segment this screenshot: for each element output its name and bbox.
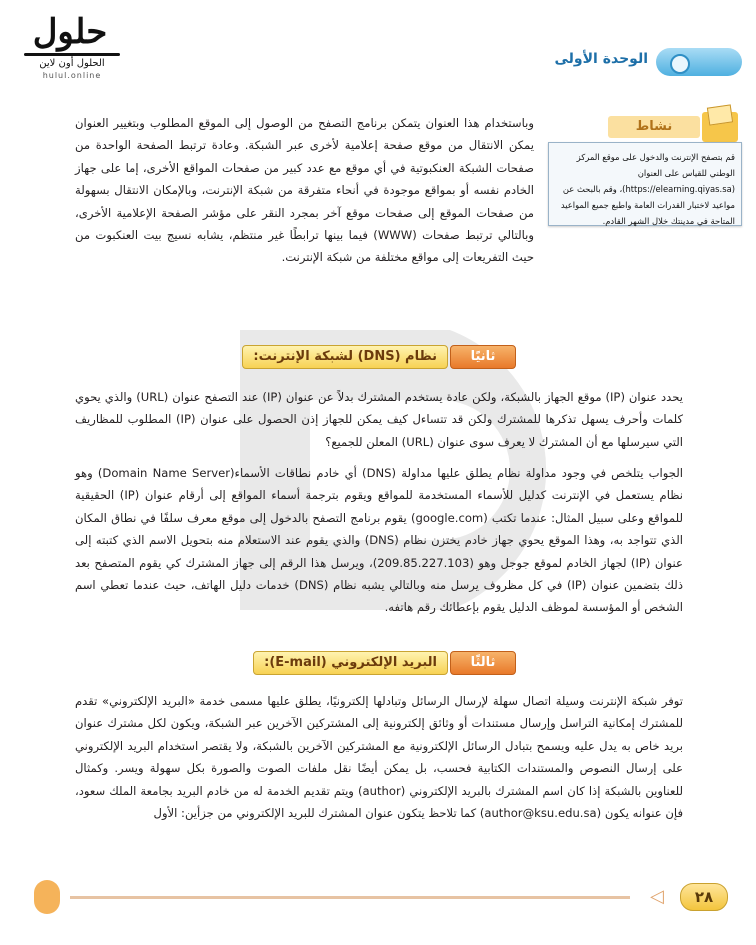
section-3-title: البريد الإلكتروني (E-mail): — [253, 651, 448, 675]
section-2-title: نظام (DNS) لشبكة الإنترنت: — [242, 345, 448, 369]
logo-subtitle-en: hulul.online — [42, 71, 102, 80]
activity-text: قم بتصفح الإنترنت والدخول على موقع المركز الوطني للقياس على العنوان (https://elearning.qiyas.sa)، وقم بالبحث عن مواعيد لاختبار القدرات العامة واطبع جميع المواعيد المتاحة في مدينتك خلال الشهر القادم. — [548, 142, 742, 226]
section-2-paragraph-2: الجواب يتلخص في وجود مداولة نظام يطلق عليها مداولة (DNS) أي خادم نطاقات الأسماء(Domain Name Server) وهو نظام يستعمل في الإنترنت كدليل للأسماء المستخدمة للمواقع ويقوم بترجمة أسماء المواقع إلى أرقام عنوان (IP) الحقيقية للمواقع وعلى سبيل المثال: عندما تكتب (google.com) يقوم برنامج التصفح بالدخول إلى موقع معرف سلفًا في نطاق المكان الذي تتواجد به، وهذا الموقع يحوي جهاز خادم يختزن نظام (DNS) والذي يقوم عند الاستعلام منه بتحويل الاسم الذي كتبته إلى عنوان (IP) لجهاز الخادم لموقع جوجل وهو (209.85.227.103)، ويرسل هذا الرقم إلى جهاز المشترك كي يقوم المتصفح بعد ذلك بتضمين عنوان (IP) في كل مظروف يرسل منه وبالتالي يشبه نظام (DNS) خدمات دليل الهاتف، حيث عندما تعطي اسم الشخص أو المؤسسة لموظف الدليل يقوم بإعطائك رقم هاتفه. — [75, 466, 683, 615]
activity-box — [548, 112, 744, 228]
intro-paragraph: وباستخدام هذا العنوان يتمكن برنامج التصفح من الوصول إلى الموقع المطلوب وبتغيير العنوان يمكن الانتقال من موقع صفحة إعلامية لأخرى عبر الشبكة. وعادة ترتبط الصفحة الواحدة من صفحات الشبكة العنكبوتية في أي موقع مع عدد كبير من صفحات المواقع الأخرى، إما على جهاز الخادم نفسه أو بمواقع موجودة في أنحاء متفرقة من شبكة الإنترنت، وبالإمكان الانتقال بسهولة من صفحات الموقع إلى صفحات موقع آخر بمجرد النقر على مؤشر الصفحة الإعلامية الأخرى، وبالتالي ترتبط صفحات (WWW) فيما بينها ترابطًا غير منتظم، يشابه نسيج بيت العنكبوت من حيث التفريعات إلى مواقع مختلفة من شبكة الإنترنت. — [75, 116, 534, 265]
mouse-ring-icon — [670, 54, 690, 74]
section-2-header — [253, 344, 516, 368]
unit-header — [512, 46, 742, 78]
footer-line — [70, 896, 630, 899]
logo-subtitle-ar: الحلول أون لاين — [39, 58, 105, 69]
section-3-paragraph: توفر شبكة الإنترنت وسيلة اتصال سهلة لإرسال الرسائل وتبادلها إلكترونيًا، يطلق عليها مسمى خدمة «البريد الإلكتروني» تقدم للمشترك إمكانية التراسل وإرسال مستندات أو وثائق إلكترونية إلى المشتركين الآخرين عبر الشبكة، ويكون لكل مشترك عنوان بريد خاص به يدل عليه ويسمح بتبادل الرسائل الإلكترونية مع المشتركين الآخرين بالشبكة، ولا يقتصر استخدام البريد الإلكتروني على إرسال النصوص والمستندات الكتابية فحسب، بل يمكن أيضًا نقل ملفات الصوت والصورة بكل سهولة ويسر. وكمثال للعناوين بالشبكة إذا كان اسم المشترك بالبريد الإلكتروني (author) ويتم تقديم الخدمة له من خادم البريد بجامعة الملك سعود، فإن عنوانه يكون (author@ksu.edu.sa) كما تلاحظ يتكون عنوان المشترك للبريد الإلكتروني من جزأين: الأول — [75, 694, 683, 821]
page-number: ٢٨ — [680, 883, 728, 911]
unit-title: الوحدة الأولى — [554, 51, 648, 67]
logo-underline — [24, 53, 120, 56]
logo-name: حلول — [32, 12, 108, 52]
section-3-number: ثالثًا — [450, 651, 516, 675]
unit-header-pill — [656, 48, 742, 76]
page-footer — [0, 860, 756, 920]
activity-label: نشاط — [608, 116, 700, 138]
section-2-paragraph-1: يحدد عنوان (IP) موقع الجهاز بالشبكة، ولكن عادة يستخدم المشترك بدلاً عن عنوان (IP) عند التصفح عنوان (URL) والذي يحوي كلمات وأحرف يسهل تذكرها للمشترك ولكن قد تتساءل كيف يمكن للجهاز إذن الحصول على عنوان (IP) المطلوب للمظاريف التي سيرسلها مع أن المشترك لا يعرف سوى عنوان (URL) المعلن للجميع؟ — [75, 390, 684, 449]
arrow-left-icon: ◁ — [650, 886, 664, 907]
mouse-icon — [34, 880, 60, 914]
section-3-header — [256, 650, 516, 674]
folder-icon — [702, 112, 738, 142]
site-logo — [10, 6, 130, 84]
section-2-number: ثانيًا — [450, 345, 516, 369]
